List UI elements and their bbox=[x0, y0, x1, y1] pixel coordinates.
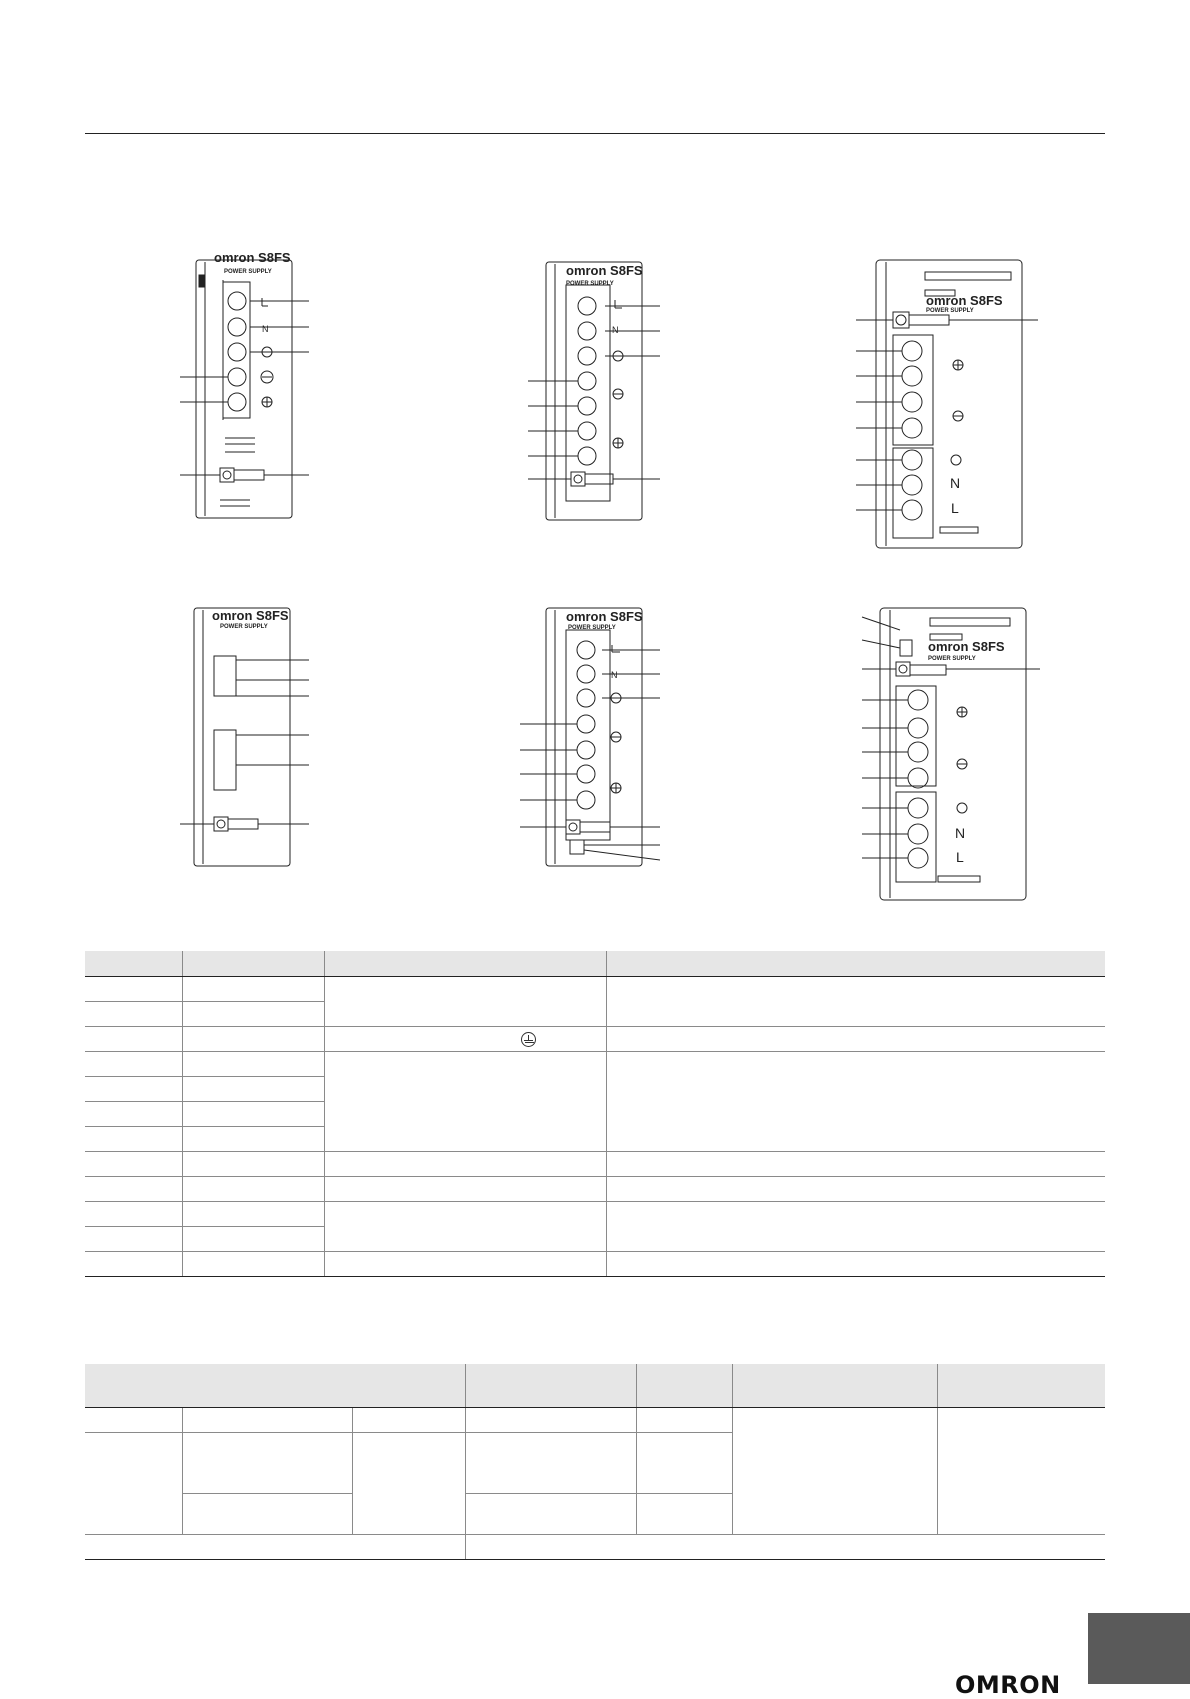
t2-h2 bbox=[465, 1364, 636, 1408]
fig4-brand: omron S8FS bbox=[212, 608, 289, 623]
table-cell bbox=[324, 1052, 606, 1152]
table-cell bbox=[85, 1252, 182, 1277]
table-cell bbox=[465, 1494, 636, 1535]
figure-4 bbox=[180, 608, 309, 866]
omron-logo: OMRON bbox=[955, 1671, 1061, 1699]
table-cell bbox=[352, 1408, 465, 1433]
figure-5 bbox=[520, 608, 660, 866]
fig6-subtitle: POWER SUPPLY bbox=[928, 656, 976, 662]
table-cell bbox=[352, 1433, 465, 1535]
table-cell bbox=[324, 1252, 606, 1277]
t2-h3 bbox=[636, 1364, 732, 1408]
table-cell bbox=[636, 1494, 732, 1535]
fig2-screws bbox=[578, 297, 596, 465]
table-cell bbox=[606, 977, 1105, 1027]
page-tab bbox=[1088, 1613, 1190, 1684]
fig2-brand: omron S8FS bbox=[566, 263, 643, 278]
table-cell bbox=[85, 1027, 182, 1052]
table-cell bbox=[85, 1535, 465, 1560]
table-cell bbox=[182, 1127, 324, 1152]
t1-h2 bbox=[182, 951, 324, 977]
t1-h4 bbox=[606, 951, 1105, 977]
fig6-screws bbox=[908, 690, 928, 868]
table-cell bbox=[182, 1433, 352, 1494]
svg-text:N: N bbox=[611, 670, 618, 680]
table-cell bbox=[324, 1027, 606, 1052]
table-cell bbox=[937, 1408, 1105, 1535]
table-cell bbox=[606, 1027, 1105, 1052]
t2-h5 bbox=[937, 1364, 1105, 1408]
table-cell bbox=[85, 1052, 182, 1077]
table-cell bbox=[606, 1152, 1105, 1177]
table-cell bbox=[606, 1177, 1105, 1202]
svg-text:N: N bbox=[955, 825, 966, 841]
table-cell bbox=[606, 1202, 1105, 1252]
fig2-subtitle: POWER SUPPLY bbox=[566, 281, 614, 287]
table-cell bbox=[182, 977, 324, 1002]
table-cell bbox=[85, 1227, 182, 1252]
svg-text:N: N bbox=[612, 325, 619, 335]
fig1-subtitle: POWER SUPPLY bbox=[224, 269, 272, 275]
table-cell bbox=[324, 1177, 606, 1202]
fig4-subtitle: POWER SUPPLY bbox=[220, 624, 268, 630]
table-cell bbox=[732, 1408, 937, 1535]
table-cell bbox=[182, 1494, 352, 1535]
table-cell bbox=[606, 1052, 1105, 1152]
table-cell bbox=[85, 977, 182, 1002]
table-cell bbox=[85, 1202, 182, 1227]
table-cell bbox=[182, 1202, 324, 1227]
t1-h3 bbox=[324, 951, 606, 977]
fig5-subtitle: POWER SUPPLY bbox=[568, 625, 616, 631]
table-cell bbox=[85, 1102, 182, 1127]
table-cell bbox=[182, 1177, 324, 1202]
table-cell bbox=[85, 1433, 182, 1535]
figure-1 bbox=[180, 260, 309, 518]
table-cell bbox=[182, 1052, 324, 1077]
table-cell bbox=[606, 1252, 1105, 1277]
table-cell bbox=[182, 1152, 324, 1177]
table-cell bbox=[636, 1433, 732, 1494]
table-cell bbox=[324, 1202, 606, 1252]
table-cell bbox=[465, 1535, 1105, 1560]
table-cell bbox=[465, 1408, 636, 1433]
table-cell bbox=[85, 1177, 182, 1202]
table-cell bbox=[85, 1408, 182, 1433]
fig3-subtitle: POWER SUPPLY bbox=[926, 308, 974, 314]
fig3-screws bbox=[902, 341, 922, 520]
fig1-brand: omron S8FS bbox=[214, 250, 291, 265]
table-cell bbox=[85, 1152, 182, 1177]
table-cell bbox=[182, 1408, 352, 1433]
ground-icon bbox=[521, 1032, 536, 1047]
svg-text:L: L bbox=[956, 849, 964, 865]
svg-text:L: L bbox=[951, 500, 959, 516]
table-cell bbox=[85, 1077, 182, 1102]
terminal-function-table bbox=[85, 951, 1105, 1277]
fig1-screws bbox=[228, 292, 246, 411]
figure-2 bbox=[528, 262, 660, 520]
fig3-brand: omron S8FS bbox=[926, 293, 1003, 308]
specification-table bbox=[85, 1364, 1105, 1560]
table-cell bbox=[324, 977, 606, 1027]
table-cell bbox=[465, 1433, 636, 1494]
table-cell bbox=[636, 1408, 732, 1433]
t2-h1 bbox=[85, 1364, 465, 1408]
table-cell bbox=[182, 1252, 324, 1277]
table-cell bbox=[182, 1102, 324, 1127]
table-cell bbox=[182, 1027, 324, 1052]
table-cell bbox=[85, 1127, 182, 1152]
table-cell bbox=[182, 1227, 324, 1252]
svg-text:N: N bbox=[950, 475, 961, 491]
table-cell bbox=[182, 1002, 324, 1027]
table-cell bbox=[182, 1077, 324, 1102]
t1-h1 bbox=[85, 951, 182, 977]
t2-h4 bbox=[732, 1364, 937, 1408]
table-cell bbox=[85, 1002, 182, 1027]
fig5-brand: omron S8FS bbox=[566, 609, 643, 624]
fig5-screws bbox=[577, 641, 595, 809]
svg-text:N: N bbox=[262, 324, 269, 334]
fig6-brand: omron S8FS bbox=[928, 639, 1005, 654]
table-cell bbox=[324, 1152, 606, 1177]
